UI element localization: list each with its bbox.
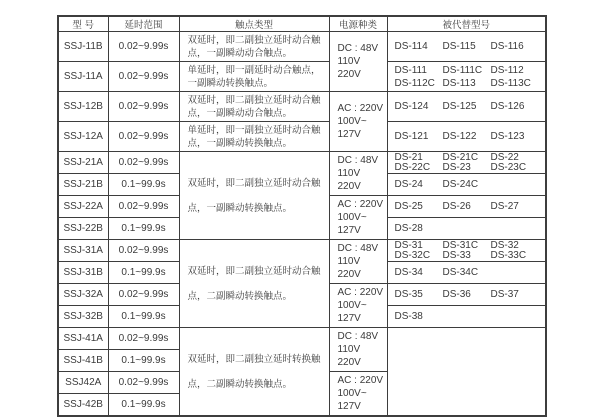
replaced-model: DS-123 <box>490 131 525 142</box>
power-line: AC : 220V <box>337 199 384 210</box>
power-type-cell <box>329 372 387 417</box>
column-header-power: 电源种类 <box>329 16 387 32</box>
replaced-models-cell <box>387 196 546 218</box>
replaced-model: DS-112C <box>394 77 435 89</box>
power-line: 100V~ <box>337 300 367 311</box>
replaced-models-cell <box>387 306 546 328</box>
replaced-models-cell <box>387 62 546 92</box>
spec-table <box>57 15 547 417</box>
replaced-model: DS-22 <box>490 151 519 163</box>
replaced-model: DS-121 <box>394 131 429 142</box>
table-row <box>58 328 546 350</box>
power-line: 110V <box>337 168 361 179</box>
replaced-line <box>395 251 546 261</box>
power-line: 100V~ <box>337 116 367 127</box>
model-cell: SSJ-21B <box>58 174 108 196</box>
power-line: 110V <box>337 256 361 267</box>
replaced-model: DS-24C <box>442 179 479 190</box>
range-cell: 0.02~9.99s <box>108 92 179 122</box>
replaced-model: DS-111 <box>394 64 427 76</box>
replaced-model: DS-38 <box>394 311 423 322</box>
table-row <box>58 92 546 122</box>
replaced-model: DS-34 <box>394 267 423 278</box>
range-cell: 0.02~9.99s <box>108 122 179 152</box>
range-cell: 0.02~9.99s <box>108 152 179 174</box>
replaced-model: DS-31C <box>442 239 479 251</box>
table-row <box>58 32 546 62</box>
contact-type-cell: 双延时，即二副独立延时动合触点，一副瞬动动合触点。 <box>179 32 329 62</box>
column-header-contact: 触点类型 <box>179 16 329 32</box>
replaced-model: DS-122 <box>442 131 477 142</box>
contact-type-cell: 单延时，即一副延时动合触点，一副瞬动转换触点。 <box>179 62 329 92</box>
power-line: 127V <box>337 401 361 412</box>
replaced-line <box>395 241 546 251</box>
replaced-model: DS-112 <box>490 64 524 76</box>
replaced-models-cell <box>387 122 546 152</box>
range-cell: 0.02~9.99s <box>108 372 179 394</box>
replaced-models-cell <box>387 218 546 240</box>
model-cell: SSJ-41A <box>58 328 108 350</box>
power-line: DC : 48V <box>337 155 379 166</box>
replaced-model: DS-27 <box>490 201 519 212</box>
model-cell: SSJ-22A <box>58 196 108 218</box>
table-row <box>58 62 546 92</box>
replaced-line <box>395 178 546 191</box>
column-header-range: 延时范围 <box>108 16 179 32</box>
contact-type-cell: 双延时，即二副独立延时动合触点，二副瞬动转换触点。 <box>179 240 329 328</box>
power-line: DC : 48V <box>337 331 379 342</box>
replaced-model: DS-28 <box>394 223 423 234</box>
replaced-model: DS-111C <box>442 64 483 76</box>
replaced-models-cell-empty <box>387 328 546 417</box>
power-line: DC : 48V <box>337 243 379 254</box>
replaced-model: DS-36 <box>442 289 471 300</box>
table-row <box>58 122 546 152</box>
replaced-model: DS-23C <box>490 161 527 173</box>
power-type-cell <box>329 92 387 152</box>
replaced-line <box>395 153 546 163</box>
column-header-model: 型 号 <box>58 16 108 32</box>
contact-type-cell: 双延时，即二副独立延时动合触点，一副瞬动转换触点。 <box>179 152 329 240</box>
table-row <box>58 152 546 174</box>
replaced-model: DS-113 <box>442 77 476 89</box>
power-line: 127V <box>337 129 361 140</box>
replaced-model: DS-25 <box>394 201 423 212</box>
range-cell: 0.02~9.99s <box>108 32 179 62</box>
range-cell: 0.1~99.9s <box>108 350 179 372</box>
model-cell: SSJ-11B <box>58 32 108 62</box>
replaced-model: DS-32 <box>490 239 519 251</box>
model-cell: SSJ42A <box>58 372 108 394</box>
power-type-cell <box>329 328 387 372</box>
power-type-cell <box>329 284 387 328</box>
power-line: 100V~ <box>337 212 367 223</box>
replaced-models-cell <box>387 32 546 62</box>
replaced-line <box>395 40 546 53</box>
range-cell: 0.1~99.9s <box>108 394 179 417</box>
power-line: 110V <box>337 56 361 67</box>
contact-type-cell: 双延时，即二副独立延时动合触点，一副瞬动动合触点。 <box>179 92 329 122</box>
replaced-line <box>395 130 546 143</box>
replaced-line <box>395 288 546 301</box>
header-row <box>58 16 546 32</box>
replaced-model: DS-37 <box>490 289 519 300</box>
replaced-line <box>395 266 546 279</box>
replaced-model: DS-113C <box>490 77 531 89</box>
replaced-line <box>395 310 546 323</box>
model-cell: SSJ-21A <box>58 152 108 174</box>
power-line: 110V <box>337 344 361 355</box>
replaced-models-cell <box>387 284 546 306</box>
model-cell: SSJ-12A <box>58 122 108 152</box>
replaced-model: DS-24 <box>394 179 423 190</box>
replaced-model: DS-31 <box>394 239 423 251</box>
power-line: DC : 48V <box>337 43 379 54</box>
range-cell: 0.1~99.9s <box>108 306 179 328</box>
range-cell: 0.02~9.99s <box>108 62 179 92</box>
range-cell: 0.02~9.99s <box>108 328 179 350</box>
power-line: 220V <box>337 69 361 80</box>
power-type-cell <box>329 152 387 196</box>
power-line: AC : 220V <box>337 375 384 386</box>
power-line: 220V <box>337 357 361 368</box>
replaced-models-cell <box>387 240 546 262</box>
replaced-model: DS-32C <box>394 249 431 261</box>
replaced-model: DS-126 <box>490 101 525 112</box>
replaced-line <box>395 64 546 77</box>
table-row <box>58 240 546 262</box>
replaced-model: DS-124 <box>394 101 429 112</box>
replaced-model: DS-21C <box>442 151 479 163</box>
range-cell: 0.1~99.9s <box>108 262 179 284</box>
contact-type-cell: 单延时，即一副独立延时动合触点，一副瞬动转换触点。 <box>179 122 329 152</box>
replaced-model: DS-116 <box>490 41 524 52</box>
power-line: 100V~ <box>337 388 367 399</box>
power-line: 127V <box>337 225 361 236</box>
replaced-model: DS-26 <box>442 201 471 212</box>
power-line: 220V <box>337 181 361 192</box>
replaced-model: DS-34C <box>442 267 479 278</box>
replaced-model: DS-125 <box>442 101 477 112</box>
range-cell: 0.1~99.9s <box>108 218 179 240</box>
model-cell: SSJ-31B <box>58 262 108 284</box>
range-cell: 0.02~9.99s <box>108 240 179 262</box>
contact-type-cell: 双延时，即二副独立延时转换触点，二副瞬动转换触点。 <box>179 328 329 417</box>
range-cell: 0.02~9.99s <box>108 196 179 218</box>
replaced-models-cell <box>387 262 546 284</box>
replaced-model: DS-23 <box>442 161 471 173</box>
power-type-cell <box>329 32 387 92</box>
range-cell: 0.1~99.9s <box>108 174 179 196</box>
model-cell: SSJ-32A <box>58 284 108 306</box>
model-cell: SSJ-42B <box>58 394 108 417</box>
replaced-models-cell <box>387 152 546 174</box>
model-cell: SSJ-12B <box>58 92 108 122</box>
replaced-line <box>395 222 546 235</box>
power-type-cell <box>329 196 387 240</box>
range-cell: 0.02~9.99s <box>108 284 179 306</box>
replaced-model: DS-115 <box>442 41 476 52</box>
power-line: AC : 220V <box>337 287 384 298</box>
replaced-model: DS-22C <box>394 161 431 173</box>
replaced-model: DS-35 <box>394 289 423 300</box>
replaced-model: DS-33C <box>490 249 527 261</box>
replaced-line <box>395 200 546 213</box>
replaced-model: DS-114 <box>394 41 428 52</box>
power-type-cell <box>329 240 387 284</box>
replaced-models-cell <box>387 92 546 122</box>
model-cell: SSJ-41B <box>58 350 108 372</box>
model-cell: SSJ-22B <box>58 218 108 240</box>
replaced-model: DS-33 <box>442 249 471 261</box>
column-header-replaced: 被代替型号 <box>387 16 546 32</box>
replaced-line <box>395 100 546 113</box>
power-line: 220V <box>337 269 361 280</box>
power-line: 127V <box>337 313 361 324</box>
replaced-line <box>395 77 546 90</box>
replaced-model: DS-21 <box>394 151 423 163</box>
model-cell: SSJ-32B <box>58 306 108 328</box>
power-line: AC : 220V <box>337 103 384 114</box>
model-cell: SSJ-11A <box>58 62 108 92</box>
model-cell: SSJ-31A <box>58 240 108 262</box>
replaced-models-cell <box>387 174 546 196</box>
replaced-line <box>395 163 546 173</box>
